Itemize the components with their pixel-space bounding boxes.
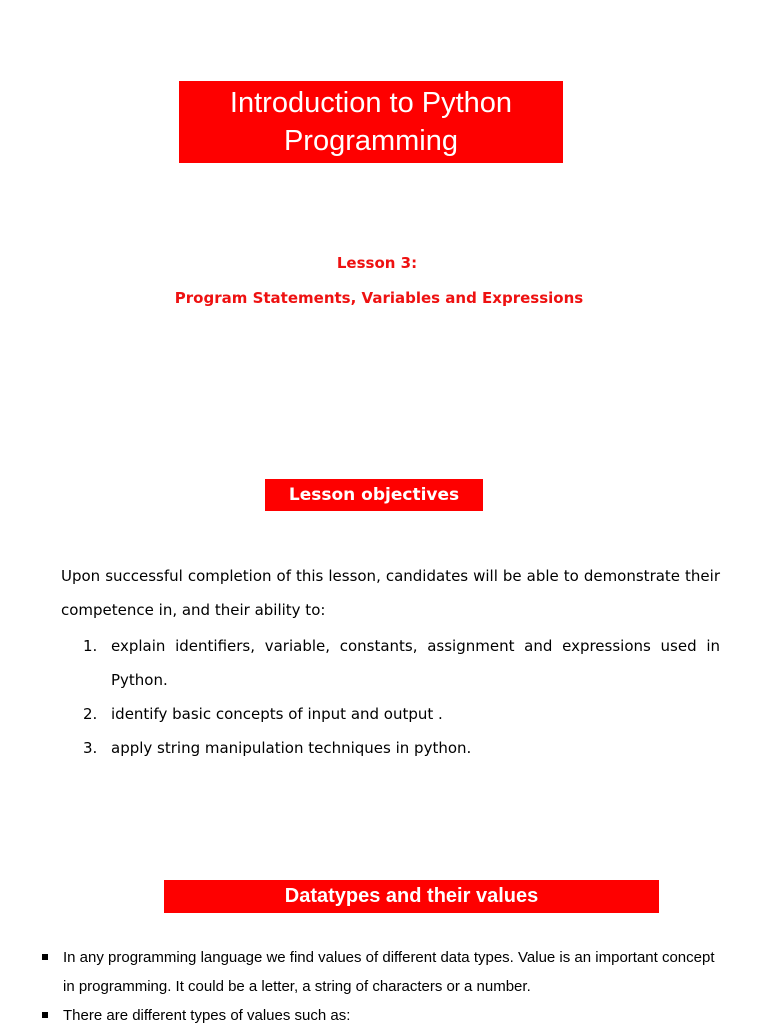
lesson-number: Lesson 3: — [336, 254, 418, 272]
objective-text: explain identifiers, variable, constants, assignment and expressions used in Python. — [111, 637, 720, 689]
objectives-heading: Lesson objectives — [288, 485, 460, 505]
bullet-text: There are different types of values such as: — [63, 1007, 351, 1024]
objective-text: apply string manipulation techniques in python. — [111, 739, 472, 757]
objectives-intro: Upon successful completion of this lesson, candidates will be able to demonstrate their competence in, and their ability to: — [61, 567, 720, 619]
title-line-1: Introduction to Python — [229, 87, 513, 119]
datatypes-heading-banner — [164, 880, 659, 913]
objective-item — [61, 697, 720, 731]
document-title — [230, 84, 512, 160]
datatypes-heading: Datatypes and their values — [284, 885, 539, 907]
bullet-item — [41, 943, 721, 1001]
bullet-text: In any programming language we find values of different data types. Value is an important concept in programming. It could be a letter, a string of characters or a number. — [63, 949, 715, 995]
lesson-title: Program Statements, Variables and Expressions — [174, 289, 584, 307]
document-title-banner — [179, 81, 563, 163]
objective-text: identify basic concepts of input and output . — [111, 705, 443, 723]
bullet-item — [41, 1001, 721, 1030]
square-bullet-icon — [42, 1012, 48, 1018]
objective-number: 1. — [83, 637, 98, 655]
objective-item — [61, 629, 720, 697]
objectives-list — [61, 629, 720, 765]
objective-number: 3. — [83, 739, 98, 757]
title-line-2: Programming — [283, 125, 459, 157]
objective-item — [61, 731, 720, 765]
objective-number: 2. — [83, 705, 98, 723]
objectives-heading-banner — [265, 479, 483, 511]
square-bullet-icon — [42, 954, 48, 960]
datatypes-bullet-list — [41, 943, 721, 1030]
